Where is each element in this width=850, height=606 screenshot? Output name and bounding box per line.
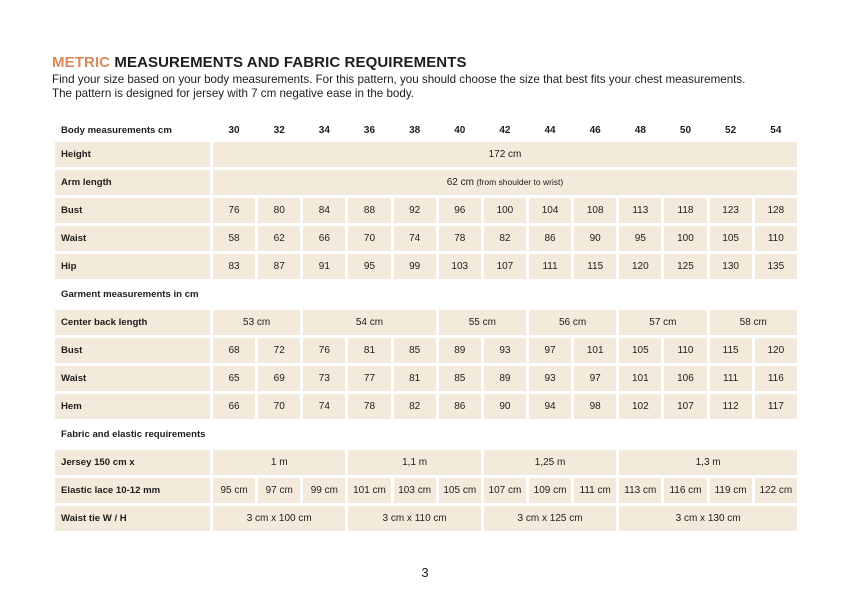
- table-cell: 66: [303, 226, 345, 251]
- table-cell: 130: [710, 254, 752, 279]
- table-cell: 101: [574, 338, 616, 363]
- table-cell: 101: [619, 366, 661, 391]
- table-cell: 111: [529, 254, 571, 279]
- size-header: 48: [634, 124, 646, 136]
- table-cell: 90: [574, 226, 616, 251]
- table-cell: 85: [439, 366, 481, 391]
- intro-line-1: Find your size based on your body measurements. For this pattern, you should choose the size that best fits your chest measurements.: [52, 73, 746, 86]
- table-cell: 58: [213, 226, 255, 251]
- table-cell: 95: [348, 254, 390, 279]
- table-cell: 112: [710, 394, 752, 419]
- table-cell: 119 cm: [710, 478, 752, 503]
- size-header: 36: [363, 124, 376, 136]
- table-cell: 110: [755, 226, 797, 251]
- row-label: Bust: [55, 338, 210, 363]
- table-cell: 82: [484, 226, 526, 251]
- table-cell: 120: [755, 338, 797, 363]
- table-cell: 76: [213, 198, 255, 223]
- size-header: 50: [679, 124, 692, 136]
- table-cell: 86: [529, 226, 571, 251]
- table-cell: 93: [484, 338, 526, 363]
- table-cell: 89: [484, 366, 526, 391]
- table-cell: 94: [529, 394, 571, 419]
- size-header: 44: [544, 124, 556, 136]
- table-cell: 77: [348, 366, 390, 391]
- size-header-row: [55, 121, 797, 139]
- row-label: Center back length: [55, 310, 210, 335]
- table-cell: 104: [529, 198, 571, 223]
- intro-text: [52, 73, 812, 101]
- section-heading: Garment measurements in cm: [61, 289, 199, 300]
- table-cell: 82: [394, 394, 436, 419]
- row-label: Elastic lace 10-12 mm: [55, 478, 210, 503]
- table-cell: 3 cm x 125 cm: [484, 506, 616, 531]
- table-cell: 105: [710, 226, 752, 251]
- elastic-row: [55, 478, 797, 503]
- table-cell: 106: [664, 366, 706, 391]
- size-header: 32: [273, 124, 285, 136]
- table-cell: 57 cm: [619, 310, 706, 335]
- table-cell: 1,1 m: [348, 450, 480, 475]
- table-cell: 96: [439, 198, 481, 223]
- table-cell: 115: [574, 254, 616, 279]
- table-cell: 81: [394, 366, 436, 391]
- hip-row: [55, 254, 797, 279]
- row-label: Hip: [55, 254, 210, 279]
- size-header: 52: [725, 124, 737, 136]
- size-header: 42: [499, 124, 511, 136]
- waist-tie-row: [55, 506, 797, 531]
- table-cell: 128: [755, 198, 797, 223]
- size-header: 34: [318, 124, 330, 136]
- table-cell: 101 cm: [348, 478, 390, 503]
- row-label: Waist: [55, 226, 210, 251]
- table-cell: 97: [529, 338, 571, 363]
- table-cell: 117: [755, 394, 797, 419]
- table-cell: 72: [258, 338, 300, 363]
- table-cell: 122 cm: [755, 478, 797, 503]
- table-cell: 78: [348, 394, 390, 419]
- table-cell: 111: [710, 366, 752, 391]
- table-cell: 95: [619, 226, 661, 251]
- size-header: 38: [409, 124, 421, 136]
- table-cell: 74: [394, 226, 436, 251]
- table-cell: 3 cm x 130 cm: [619, 506, 797, 531]
- table-cell: 93: [529, 366, 571, 391]
- title-rest: MEASUREMENTS AND FABRIC REQUIREMENTS: [110, 54, 467, 71]
- arm-length-note: (from shoulder to wrist): [473, 177, 564, 187]
- table-cell: 95 cm: [213, 478, 255, 503]
- table-cell: 80: [258, 198, 300, 223]
- table-cell: 89: [439, 338, 481, 363]
- table-cell: 1,3 m: [619, 450, 797, 475]
- table-cell: 1 m: [213, 450, 345, 475]
- arm-length-row: [55, 170, 797, 195]
- table-cell: 125: [664, 254, 706, 279]
- table-cell: 107: [484, 254, 526, 279]
- size-chart-table: [52, 118, 800, 534]
- table-cell: 73: [303, 366, 345, 391]
- table-cell: 120: [619, 254, 661, 279]
- row-label: Waist tie W / H: [55, 506, 210, 531]
- row-label: Jersey 150 cm x: [55, 450, 210, 475]
- table-cell: 123: [710, 198, 752, 223]
- table-cell: 113: [619, 198, 661, 223]
- table-cell: 87: [258, 254, 300, 279]
- table-cell: 88: [348, 198, 390, 223]
- table-cell: 70: [348, 226, 390, 251]
- size-header: 46: [589, 124, 601, 136]
- table-cell: 90: [484, 394, 526, 419]
- table-cell: 58 cm: [710, 310, 797, 335]
- table-cell: 85: [394, 338, 436, 363]
- table-cell: 55 cm: [439, 310, 526, 335]
- table-cell: 115: [710, 338, 752, 363]
- table-cell: 172 cm: [213, 142, 797, 167]
- size-header: 30: [228, 124, 240, 136]
- table-cell: 65: [213, 366, 255, 391]
- waist-row: [55, 226, 797, 251]
- table-cell: [213, 170, 797, 195]
- table-cell: 98: [574, 394, 616, 419]
- table-cell: 103 cm: [394, 478, 436, 503]
- table-cell: 110: [664, 338, 706, 363]
- row-label: Bust: [55, 198, 210, 223]
- table-cell: 97: [574, 366, 616, 391]
- table-cell: 78: [439, 226, 481, 251]
- table-cell: 70: [258, 394, 300, 419]
- table-cell: 99: [394, 254, 436, 279]
- arm-length-value: 62 cm: [446, 177, 474, 188]
- table-cell: 91: [303, 254, 345, 279]
- table-cell: 56 cm: [529, 310, 616, 335]
- table-cell: 107 cm: [484, 478, 526, 503]
- garment-hem-row: [55, 394, 797, 419]
- table-cell: 81: [348, 338, 390, 363]
- table-cell: 76: [303, 338, 345, 363]
- table-cell: 103: [439, 254, 481, 279]
- table-cell: 118: [664, 198, 706, 223]
- table-cell: 100: [484, 198, 526, 223]
- row-label: Body measurements cm: [61, 124, 172, 136]
- page-title: [52, 54, 467, 71]
- row-label: Waist: [55, 366, 210, 391]
- garment-bust-row: [55, 338, 797, 363]
- table-cell: 109 cm: [529, 478, 571, 503]
- garment-waist-row: [55, 366, 797, 391]
- table-cell: 102: [619, 394, 661, 419]
- size-header: 40: [454, 124, 466, 136]
- table-cell: 111 cm: [574, 478, 616, 503]
- fabric-section-row: [55, 422, 797, 447]
- page-number: 3: [421, 565, 429, 580]
- center-back-row: [55, 310, 797, 335]
- table-cell: 74: [303, 394, 345, 419]
- table-cell: 54 cm: [303, 310, 435, 335]
- table-cell: 100: [664, 226, 706, 251]
- table-cell: 99 cm: [303, 478, 345, 503]
- table-cell: 135: [755, 254, 797, 279]
- table-cell: 113 cm: [619, 478, 661, 503]
- table-cell: 53 cm: [213, 310, 300, 335]
- row-label: Hem: [55, 394, 210, 419]
- table-cell: 116 cm: [664, 478, 706, 503]
- garment-section-row: [55, 282, 797, 307]
- jersey-row: [55, 450, 797, 475]
- table-cell: 69: [258, 366, 300, 391]
- table-cell: 83: [213, 254, 255, 279]
- table-cell: 105: [619, 338, 661, 363]
- table-cell: 68: [213, 338, 255, 363]
- table-cell: 108: [574, 198, 616, 223]
- table-cell: 1,25 m: [484, 450, 616, 475]
- table-cell: 97 cm: [258, 478, 300, 503]
- title-accent: METRIC: [52, 54, 111, 71]
- table-cell: 107: [664, 394, 706, 419]
- table-cell: 84: [303, 198, 345, 223]
- table-cell: 116: [755, 366, 797, 391]
- section-heading: Fabric and elastic requirements: [61, 429, 206, 440]
- table-cell: 105 cm: [439, 478, 481, 503]
- table-cell: 62: [258, 226, 300, 251]
- table-cell: 92: [394, 198, 436, 223]
- size-header: 54: [770, 124, 782, 136]
- height-row: [55, 142, 797, 167]
- table-cell: 86: [439, 394, 481, 419]
- table-cell: 3 cm x 110 cm: [348, 506, 480, 531]
- table-cell: 66: [213, 394, 255, 419]
- intro-line-2: The pattern is designed for jersey with 7 cm negative ease in the body.: [52, 87, 414, 100]
- row-label: Height: [55, 142, 210, 167]
- row-label: Arm length: [55, 170, 210, 195]
- table-cell: 3 cm x 100 cm: [213, 506, 345, 531]
- bust-row: [55, 198, 797, 223]
